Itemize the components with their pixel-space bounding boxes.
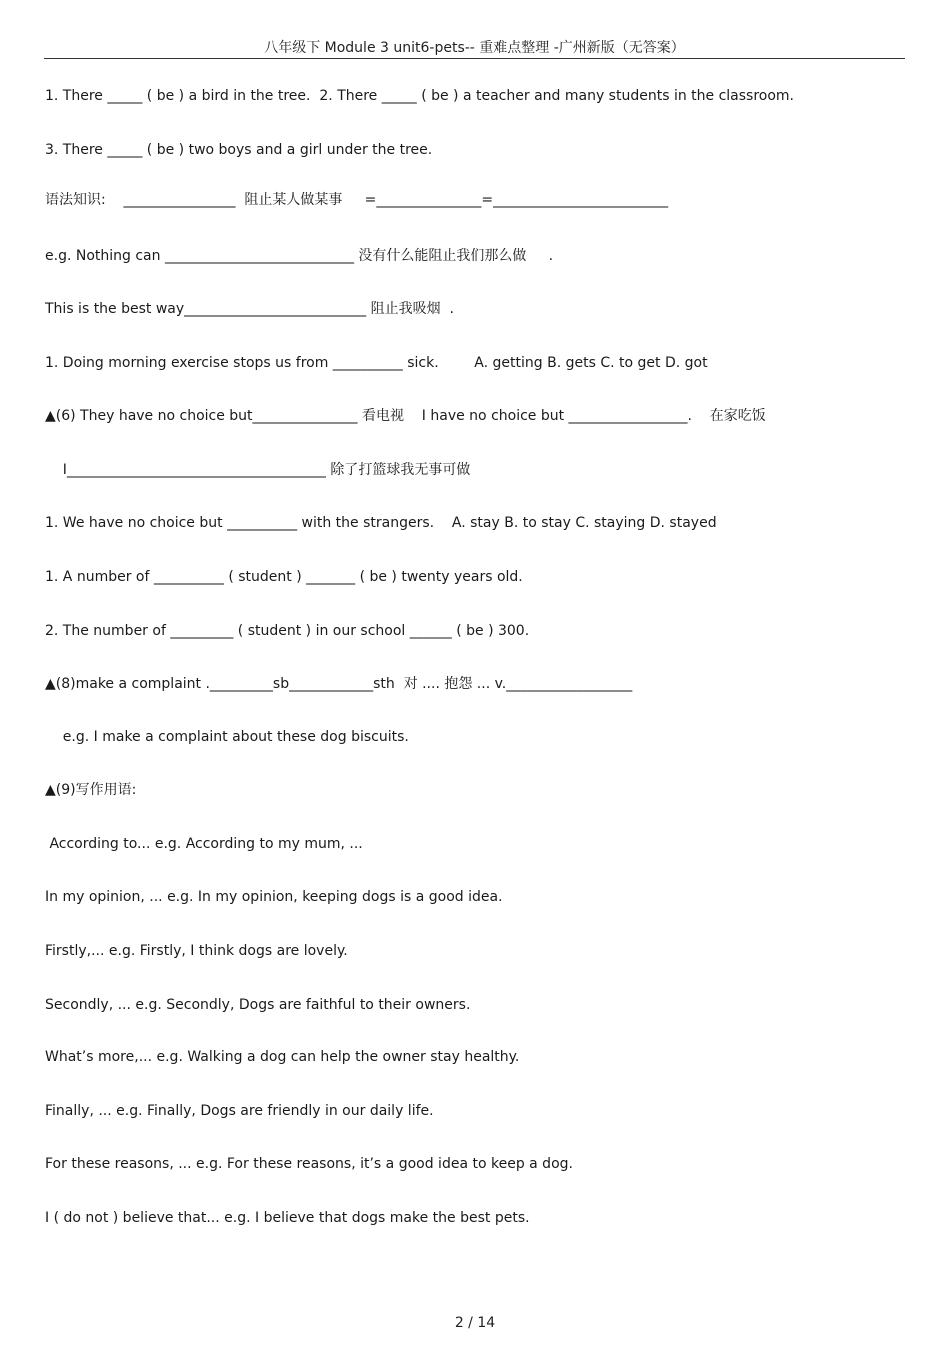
page-number: 2 / 14 [454, 1315, 496, 1331]
example-line: e.g. I make a complaint about these dog biscuits. [45, 729, 409, 745]
writing-phrase-line: According to... e.g. According to my mum, ... [45, 836, 363, 852]
section-9-heading: ▲(9)写作用语: [45, 782, 137, 798]
header-rule [44, 58, 905, 59]
writing-phrase-line: I ( do not ) believe that... e.g. I believe that dogs make the best pets. [45, 1210, 530, 1226]
exercise-line: 1. Doing morning exercise stops us from __________ sick. A. getting B. gets C. to get D. got [45, 355, 708, 371]
section-6-line: ▲(6) They have no choice but_______________ 看电视 I have no choice but _________________. 在家吃饭 [45, 408, 766, 424]
exercise-line: 1. There _____ ( be ) a bird in the tree. 2. There _____ ( be ) a teacher and many students in the classroom. [45, 88, 795, 104]
writing-phrase-line: Finally, ... e.g. Finally, Dogs are friendly in our daily life. [45, 1103, 434, 1119]
page-header: 八年级下 Module 3 unit6-pets-- 重难点整理 -广州新版（无答案） [264, 40, 685, 56]
grammar-line: 语法知识: ________________ 阻止某人做某事 =_______________=_________________________ [45, 192, 669, 208]
exercise-line: 3. There _____ ( be ) two boys and a girl under the tree. [45, 142, 433, 158]
writing-phrase-line: Firstly,... e.g. Firstly, I think dogs are lovely. [45, 943, 348, 959]
example-line: e.g. Nothing can ___________________________ 没有什么能阻止我们那么做 . [45, 248, 554, 264]
writing-phrase-line: For these reasons, ... e.g. For these reasons, it’s a good idea to keep a dog. [45, 1156, 573, 1172]
section-6-sub-line: I_____________________________________ 除了打篮球我无事可做 [45, 462, 471, 478]
exercise-line: 1. We have no choice but __________ with the strangers. A. stay B. to stay C. staying D. stayed [45, 515, 717, 531]
writing-phrase-line: In my opinion, ... e.g. In my opinion, keeping dogs is a good idea. [45, 889, 503, 905]
writing-phrase-line: What’s more,... e.g. Walking a dog can help the owner stay healthy. [45, 1049, 520, 1065]
example-line: This is the best way__________________________ 阻止我吸烟 . [45, 301, 454, 317]
writing-phrase-line: Secondly, ... e.g. Secondly, Dogs are faithful to their owners. [45, 997, 471, 1013]
exercise-line: 1. A number of __________ ( student ) _______ ( be ) twenty years old. [45, 569, 523, 585]
exercise-line: 2. The number of _________ ( student ) in our school ______ ( be ) 300. [45, 623, 530, 639]
section-8-line: ▲(8)make a complaint ._________sb____________sth 对 .... 抱怨 ... v.__________________ [45, 676, 633, 692]
